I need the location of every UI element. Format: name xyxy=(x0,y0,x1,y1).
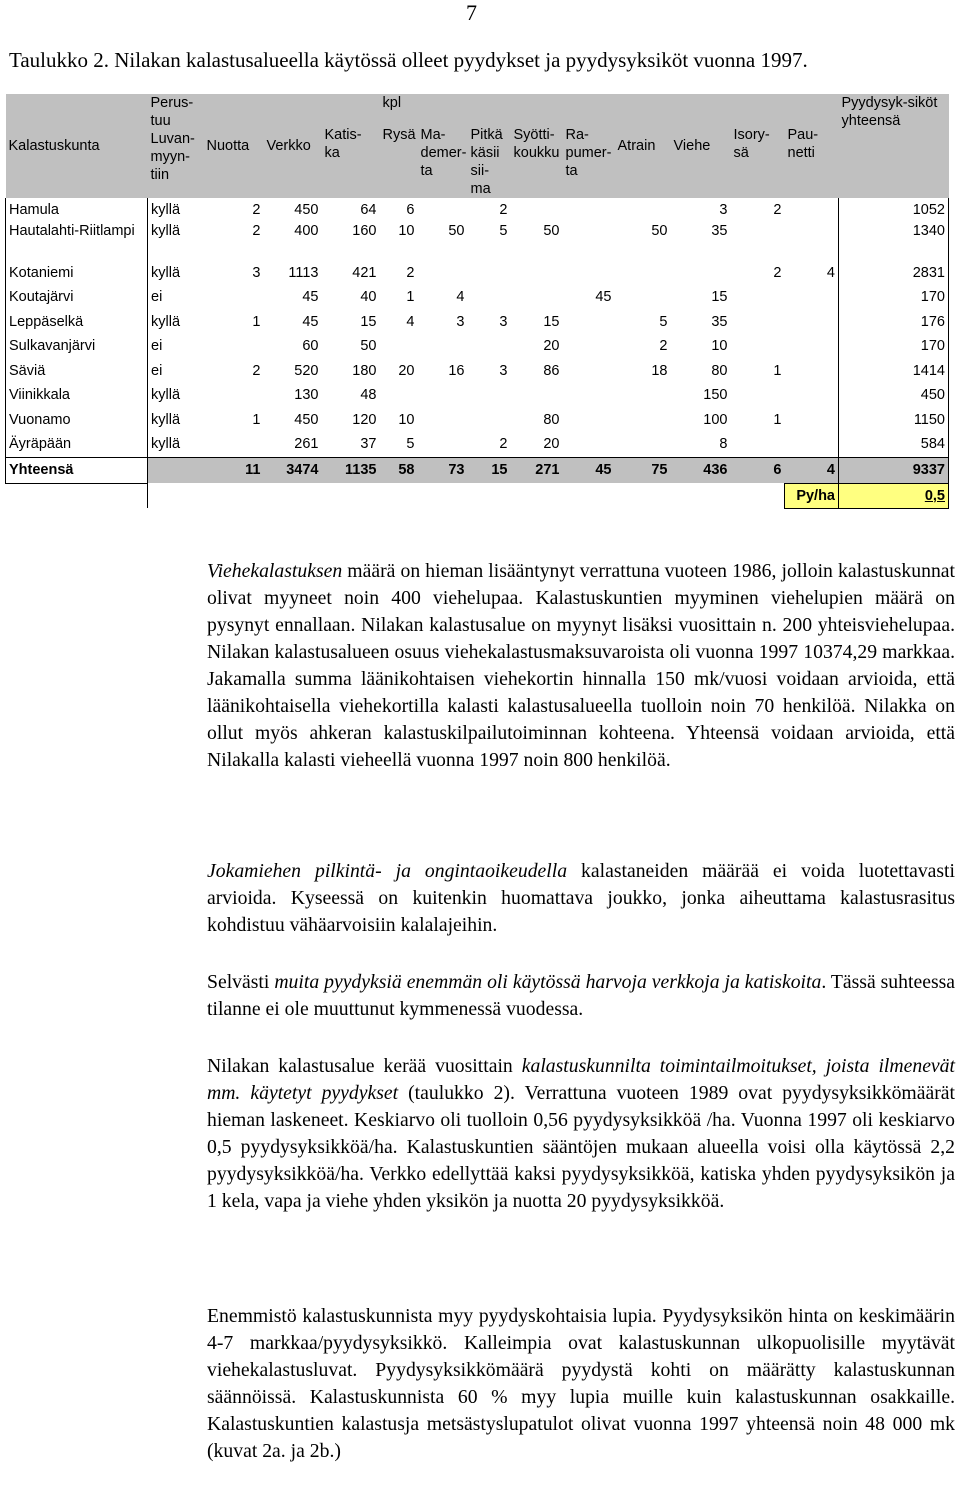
cell-nuotta: 2 xyxy=(252,202,261,219)
cell-luvanmyynti: kyllä xyxy=(148,198,204,223)
cell-paunetti xyxy=(785,432,839,457)
cell-verkko: 130 xyxy=(294,387,319,404)
header-katiska: Katis-ka xyxy=(322,94,380,198)
cell-nuotta xyxy=(204,334,264,359)
header-nuotta: Nuotta xyxy=(204,94,264,198)
cell-mademerta xyxy=(418,383,468,408)
cell-syotti xyxy=(511,261,563,286)
cell-isorysa xyxy=(731,285,785,310)
cell-luvanmyynti: kyllä xyxy=(148,261,204,286)
cell-verkko: 45 xyxy=(302,289,319,306)
term-muita-pyydyksia: muita pyydyksiä enemmän oli käytössä harvoja verkkoja ja katiskoita xyxy=(274,971,822,993)
cell-verkko: 261 xyxy=(294,436,319,453)
paragraph-4 xyxy=(207,1053,955,1215)
table-row xyxy=(6,432,949,457)
cell-luvanmyynti: kyllä xyxy=(148,223,204,261)
cell-mademerta: 4 xyxy=(456,289,465,306)
pyha-empty-cell xyxy=(615,483,671,508)
cell-rysa: 10 xyxy=(398,222,415,239)
table-row xyxy=(6,261,949,286)
cell-viehe: 100 xyxy=(703,411,728,428)
cell-kalastuskunta: Leppäselkä xyxy=(6,310,148,335)
total-label: Yhteensä xyxy=(6,457,148,483)
cell-atrain xyxy=(615,408,671,433)
cell-isorysa xyxy=(731,432,785,457)
cell-rysa: 20 xyxy=(398,362,415,379)
cell-pitkasiima: 2 xyxy=(499,202,508,219)
cell-syotti: 20 xyxy=(543,338,560,355)
cell-nuotta: 1 xyxy=(252,411,261,428)
cell-mademerta: 16 xyxy=(448,362,465,379)
table-row xyxy=(6,285,949,310)
paragraph-4-text: (taulukko 2). Verrattuna vuoteen 1989 ovat pyydysyksikkömäärät hieman laskeneet. Keskiarvo oli tuolloin 0,56 pyydysyksikköä /ha. Vuonna 1997 oli keskiarvo 0,5 pyydysyksikköä/ha. Kalastuskuntien sääntöjen mukaan alueella voisi olla käytössä 2,2 pyydysyksikköä/ha. Verkko edellyttää kaksi pyydysyksikköä, katiska yhden pyydysyksikön ja 1 kela, vapa ja viehe yhden yksikön ja nuotta 20 pyydysyksikköä. xyxy=(207,1082,955,1212)
cell-luvanmyynti: kyllä xyxy=(148,432,204,457)
pyha-empty-cell xyxy=(563,483,615,508)
cell-pitkasiima: 3 xyxy=(499,313,508,330)
cell-viehe: 150 xyxy=(703,387,728,404)
pyha-empty-cell xyxy=(380,483,418,508)
cell-isorysa: 1 xyxy=(773,362,782,379)
cell-isorysa xyxy=(731,334,785,359)
cell-syotti xyxy=(511,285,563,310)
cell-rapu xyxy=(563,408,615,433)
cell-pitkasiima: 3 xyxy=(499,362,508,379)
total-syotti: 271 xyxy=(511,457,563,483)
cell-yht: 450 xyxy=(839,383,949,408)
cell-nuotta xyxy=(204,383,264,408)
pyha-row xyxy=(6,483,949,508)
cell-katiska: 15 xyxy=(360,313,377,330)
cell-katiska: 48 xyxy=(360,387,377,404)
cell-kalastuskunta: Sulkavanjärvi xyxy=(6,334,148,359)
cell-rapu xyxy=(563,334,615,359)
table-row xyxy=(6,383,949,408)
cell-pitkasiima xyxy=(468,261,511,286)
paragraph-1 xyxy=(207,558,955,774)
cell-viehe: 80 xyxy=(711,362,728,379)
cell-yht: 1150 xyxy=(839,408,949,433)
cell-kalastuskunta: Kotaniemi xyxy=(6,261,148,286)
pyha-empty-cell xyxy=(418,483,468,508)
total-katiska: 1135 xyxy=(322,457,380,483)
total-mademerta: 73 xyxy=(418,457,468,483)
pyha-empty-cell xyxy=(204,483,264,508)
paragraph-3-text: . Tässä suhteessa tilanne ei ole muuttunut kymmenessä vuodessa. xyxy=(207,971,956,1020)
cell-rapu xyxy=(563,261,615,286)
header-rysa-label: Rysä xyxy=(382,127,416,143)
table-header xyxy=(6,94,949,198)
cell-yht: 584 xyxy=(839,432,949,457)
table-body xyxy=(6,198,949,508)
cell-luvanmyynti: kyllä xyxy=(148,408,204,433)
cell-mademerta xyxy=(418,334,468,359)
cell-rapu xyxy=(563,359,615,384)
cell-paunetti xyxy=(785,310,839,335)
total-yht: 9337 xyxy=(839,457,949,483)
cell-isorysa xyxy=(731,223,785,261)
cell-viehe xyxy=(671,261,731,286)
cell-viehe: 3 xyxy=(719,202,728,219)
cell-verkko: 45 xyxy=(302,313,319,330)
pyha-empty-cell xyxy=(731,483,785,508)
paragraph-2-text: kalastaneiden määrää ei voida luotettavasti arvioida. Kyseessä on kuitenkin huomattava joukko, jonka aiheuttama kalastusrasitus kohdistuu vähäarvoisiin kalalajeihin. xyxy=(207,860,955,936)
header-paunetti: Pau-netti xyxy=(785,94,839,198)
pyha-empty-cell xyxy=(264,483,322,508)
cell-syotti: 86 xyxy=(543,362,560,379)
header-mademerta: Ma-demer-ta xyxy=(418,94,468,198)
cell-atrain: 5 xyxy=(659,313,668,330)
cell-syotti xyxy=(511,198,563,223)
cell-verkko: 450 xyxy=(294,202,319,219)
cell-mademerta xyxy=(418,408,468,433)
cell-paunetti xyxy=(785,223,839,261)
cell-atrain xyxy=(615,383,671,408)
cell-viehe: 10 xyxy=(711,338,728,355)
cell-mademerta: 50 xyxy=(448,222,465,239)
cell-yht: 176 xyxy=(839,310,949,335)
cell-paunetti xyxy=(785,334,839,359)
header-perustuu: Perus-tuu Luvan-myyn-tiin xyxy=(148,94,204,198)
pyha-label: Py/ha xyxy=(785,483,839,508)
cell-viehe: 35 xyxy=(711,313,728,330)
cell-isorysa: 2 xyxy=(773,264,782,281)
cell-yht: 170 xyxy=(839,334,949,359)
cell-verkko: 520 xyxy=(294,362,319,379)
header-rysa xyxy=(380,94,418,198)
cell-pitkasiima: 5 xyxy=(499,222,508,239)
cell-syotti: 80 xyxy=(543,411,560,428)
cell-verkko: 60 xyxy=(302,338,319,355)
cell-katiska: 50 xyxy=(360,338,377,355)
cell-luvanmyynti: ei xyxy=(148,359,204,384)
cell-mademerta xyxy=(418,261,468,286)
cell-nuotta xyxy=(204,432,264,457)
cell-pitkasiima xyxy=(468,285,511,310)
header-viehe: Viehe xyxy=(671,94,731,198)
cell-luvanmyynti: ei xyxy=(148,334,204,359)
paragraph-3-start: Selvästi xyxy=(207,971,275,993)
paragraph-1-text: määrä on hieman lisääntynyt verrattuna vuoteen 1986, jolloin kalastuskunnat olivat myyneet noin 400 viehelupaa. Kalastuskuntien myyminen viehelupien määrä on pysynyt ennallaan. Nilakan kalastusalue on myynyt lisäksi vuosittain n. 200 yhteisviehelupaa. Nilakan kalastusalueen osuus viehekalastusmaksuvaroista oli vuonna 1997 10374,29 markkaa. Jakamalla summa läänikohtaisen viehekortin hinnalla 150 mk/vuosi voidaan arvioida, että läänikohtaisella viehekortilla kalasti kalastusalueella tuolloin noin 70 henkilöä. Nilakka on ollut myös ahkeran kalastuskilpailutoiminnan kohteena. Yhteensä voidaan arvioida, että Nilakalla kalasti vieheellä vuonna 1997 noin 800 henkilöä. xyxy=(207,560,955,771)
paragraph-5-text: Enemmistö kalastuskunnista myy pyydyskohtaisia lupia. Pyydysyksikön hinta on keskimäärin 4-7 markkaa/pyydysyksikkö. Kalleimpia ovat kalastuskunnan ulkopuolisille myytävät viehekalastusluvat. Pyydysyksikkömäärä pyydystä kohti on määrätty kalastuskunnan säännöissä. Kalastuskunnista 60 % myy lupia muille kuin kalastuskunnan osakkaille. Kalastuskuntien kalastusja metsästyslupatulot olivat vuonna 1997 yhteensä noin 48 000 mk (kuvat 2a. ja 2b.) xyxy=(207,1305,955,1462)
cell-paunetti: 4 xyxy=(826,264,835,281)
cell-kalastuskunta: Hamula xyxy=(6,198,148,223)
total-atrain: 75 xyxy=(615,457,671,483)
cell-syotti: 50 xyxy=(543,222,560,239)
header-yhteensa: Pyydysyk-siköt yhteensä xyxy=(839,94,949,198)
cell-atrain xyxy=(615,432,671,457)
cell-pitkasiima xyxy=(468,334,511,359)
page-number: 7 xyxy=(466,0,477,25)
cell-rapu xyxy=(563,383,615,408)
cell-isorysa: 1 xyxy=(773,411,782,428)
table-row xyxy=(6,408,949,433)
cell-pitkasiima xyxy=(468,408,511,433)
cell-kalastuskunta: Koutajärvi xyxy=(6,285,148,310)
cell-rysa xyxy=(380,334,418,359)
cell-luvanmyynti: kyllä xyxy=(148,383,204,408)
cell-rysa xyxy=(380,383,418,408)
cell-katiska: 421 xyxy=(352,264,377,281)
cell-rapu xyxy=(563,198,615,223)
cell-kalastuskunta: Vuonamo xyxy=(6,408,148,433)
header-pitkasiima: Pitkä käsii sii-ma xyxy=(468,94,511,198)
cell-mademerta: 3 xyxy=(456,313,465,330)
table-caption: Taulukko 2. Nilakan kalastusalueella käytössä olleet pyydykset ja pyydysyksiköt vuonna 1997. xyxy=(9,48,808,72)
cell-atrain xyxy=(615,198,671,223)
cell-rysa: 4 xyxy=(406,313,415,330)
gear-table xyxy=(5,94,949,509)
total-nuotta: 11 xyxy=(204,457,264,483)
pyha-empty-cell xyxy=(671,483,731,508)
cell-rapu xyxy=(563,432,615,457)
cell-nuotta: 1 xyxy=(252,313,261,330)
cell-atrain: 18 xyxy=(651,362,668,379)
cell-verkko: 450 xyxy=(294,411,319,428)
term-viehekalastus: Viehekalastuksen xyxy=(207,560,343,582)
cell-isorysa: 2 xyxy=(773,202,782,219)
header-kalastuskunta: Kalastuskunta xyxy=(6,94,148,198)
total-empty-cell xyxy=(148,457,204,483)
cell-mademerta xyxy=(418,432,468,457)
table-row xyxy=(6,310,949,335)
cell-katiska: 160 xyxy=(352,222,377,239)
pyha-empty-cell xyxy=(511,483,563,508)
pyha-empty-cell xyxy=(322,483,380,508)
cell-kalastuskunta: Hautalahti-Riitlampi xyxy=(6,223,148,261)
paragraph-5 xyxy=(207,1303,955,1465)
cell-paunetti xyxy=(785,198,839,223)
term-toimintailmoitukset: kalastuskunnilta toimintailmoitukset, joista ilmenevät mm. käytetyt pyydykset xyxy=(207,1055,955,1104)
cell-kalastuskunta: Äyräpään xyxy=(6,432,148,457)
cell-pitkasiima xyxy=(468,383,511,408)
total-isorysa: 6 xyxy=(731,457,785,483)
cell-luvanmyynti: kyllä xyxy=(148,310,204,335)
header-kpl: kpl xyxy=(382,95,402,111)
cell-katiska: 64 xyxy=(360,202,377,219)
cell-yht: 1340 xyxy=(839,223,949,261)
paragraph-2 xyxy=(207,858,955,939)
cell-pitkasiima: 2 xyxy=(499,436,508,453)
header-rapumerta: Ra-pumer-ta xyxy=(563,94,615,198)
cell-viehe: 8 xyxy=(719,436,728,453)
cell-syotti xyxy=(511,383,563,408)
cell-verkko: 400 xyxy=(294,222,319,239)
total-pitkasiima: 15 xyxy=(468,457,511,483)
cell-rysa: 6 xyxy=(406,202,415,219)
cell-viehe: 35 xyxy=(711,222,728,239)
cell-yht: 1052 xyxy=(839,198,949,223)
cell-katiska: 40 xyxy=(360,289,377,306)
table-row xyxy=(6,223,949,261)
paragraph-4-start: Nilakan kalastusalue kerää vuosittain xyxy=(207,1055,522,1077)
cell-syotti: 15 xyxy=(543,313,560,330)
cell-nuotta: 3 xyxy=(252,264,261,281)
cell-paunetti xyxy=(785,359,839,384)
pyha-empty-cell xyxy=(468,483,511,508)
cell-katiska: 180 xyxy=(352,362,377,379)
cell-atrain xyxy=(615,261,671,286)
term-jokamiehen: Jokamiehen pilkintä- ja ongintaoikeudella xyxy=(207,860,568,882)
cell-rapu xyxy=(563,310,615,335)
cell-viehe: 15 xyxy=(711,289,728,306)
header-isorysa: Isory-sä xyxy=(731,94,785,198)
total-verkko: 3474 xyxy=(264,457,322,483)
cell-atrain: 2 xyxy=(659,338,668,355)
cell-verkko: 1113 xyxy=(288,264,319,281)
cell-yht: 170 xyxy=(839,285,949,310)
total-viehe: 436 xyxy=(671,457,731,483)
cell-syotti: 20 xyxy=(543,436,560,453)
cell-rapu: 45 xyxy=(595,289,612,306)
cell-atrain: 50 xyxy=(651,222,668,239)
total-rapu: 45 xyxy=(563,457,615,483)
cell-rysa: 2 xyxy=(406,264,415,281)
header-syottikoukku: Syötti-koukku xyxy=(511,94,563,198)
cell-katiska: 120 xyxy=(352,411,377,428)
pyha-empty-cell xyxy=(6,483,148,508)
cell-yht: 2831 xyxy=(839,261,949,286)
cell-paunetti xyxy=(785,285,839,310)
cell-rysa: 10 xyxy=(398,411,415,428)
header-atrain: Atrain xyxy=(615,94,671,198)
pyha-value: 0,5 xyxy=(839,483,949,508)
total-row xyxy=(6,457,949,483)
cell-atrain xyxy=(615,285,671,310)
cell-isorysa xyxy=(731,310,785,335)
cell-mademerta xyxy=(418,198,468,223)
cell-paunetti xyxy=(785,383,839,408)
cell-nuotta: 2 xyxy=(252,362,261,379)
table-row xyxy=(6,359,949,384)
table-row xyxy=(6,198,949,223)
cell-isorysa xyxy=(731,383,785,408)
cell-katiska: 37 xyxy=(360,436,377,453)
cell-rysa: 5 xyxy=(406,436,415,453)
header-verkko: Verkko xyxy=(264,94,322,198)
cell-paunetti xyxy=(785,408,839,433)
cell-rapu xyxy=(563,223,615,261)
cell-rysa: 1 xyxy=(406,289,415,306)
cell-kalastuskunta: Viinikkala xyxy=(6,383,148,408)
pyha-empty-cell xyxy=(148,483,204,508)
total-paunetti: 4 xyxy=(785,457,839,483)
cell-nuotta xyxy=(204,285,264,310)
total-rysa: 58 xyxy=(380,457,418,483)
paragraph-3 xyxy=(207,969,955,1023)
cell-luvanmyynti: ei xyxy=(148,285,204,310)
cell-yht: 1414 xyxy=(839,359,949,384)
table-row xyxy=(6,334,949,359)
cell-nuotta: 2 xyxy=(252,222,261,239)
cell-kalastuskunta: Säviä xyxy=(6,359,148,384)
